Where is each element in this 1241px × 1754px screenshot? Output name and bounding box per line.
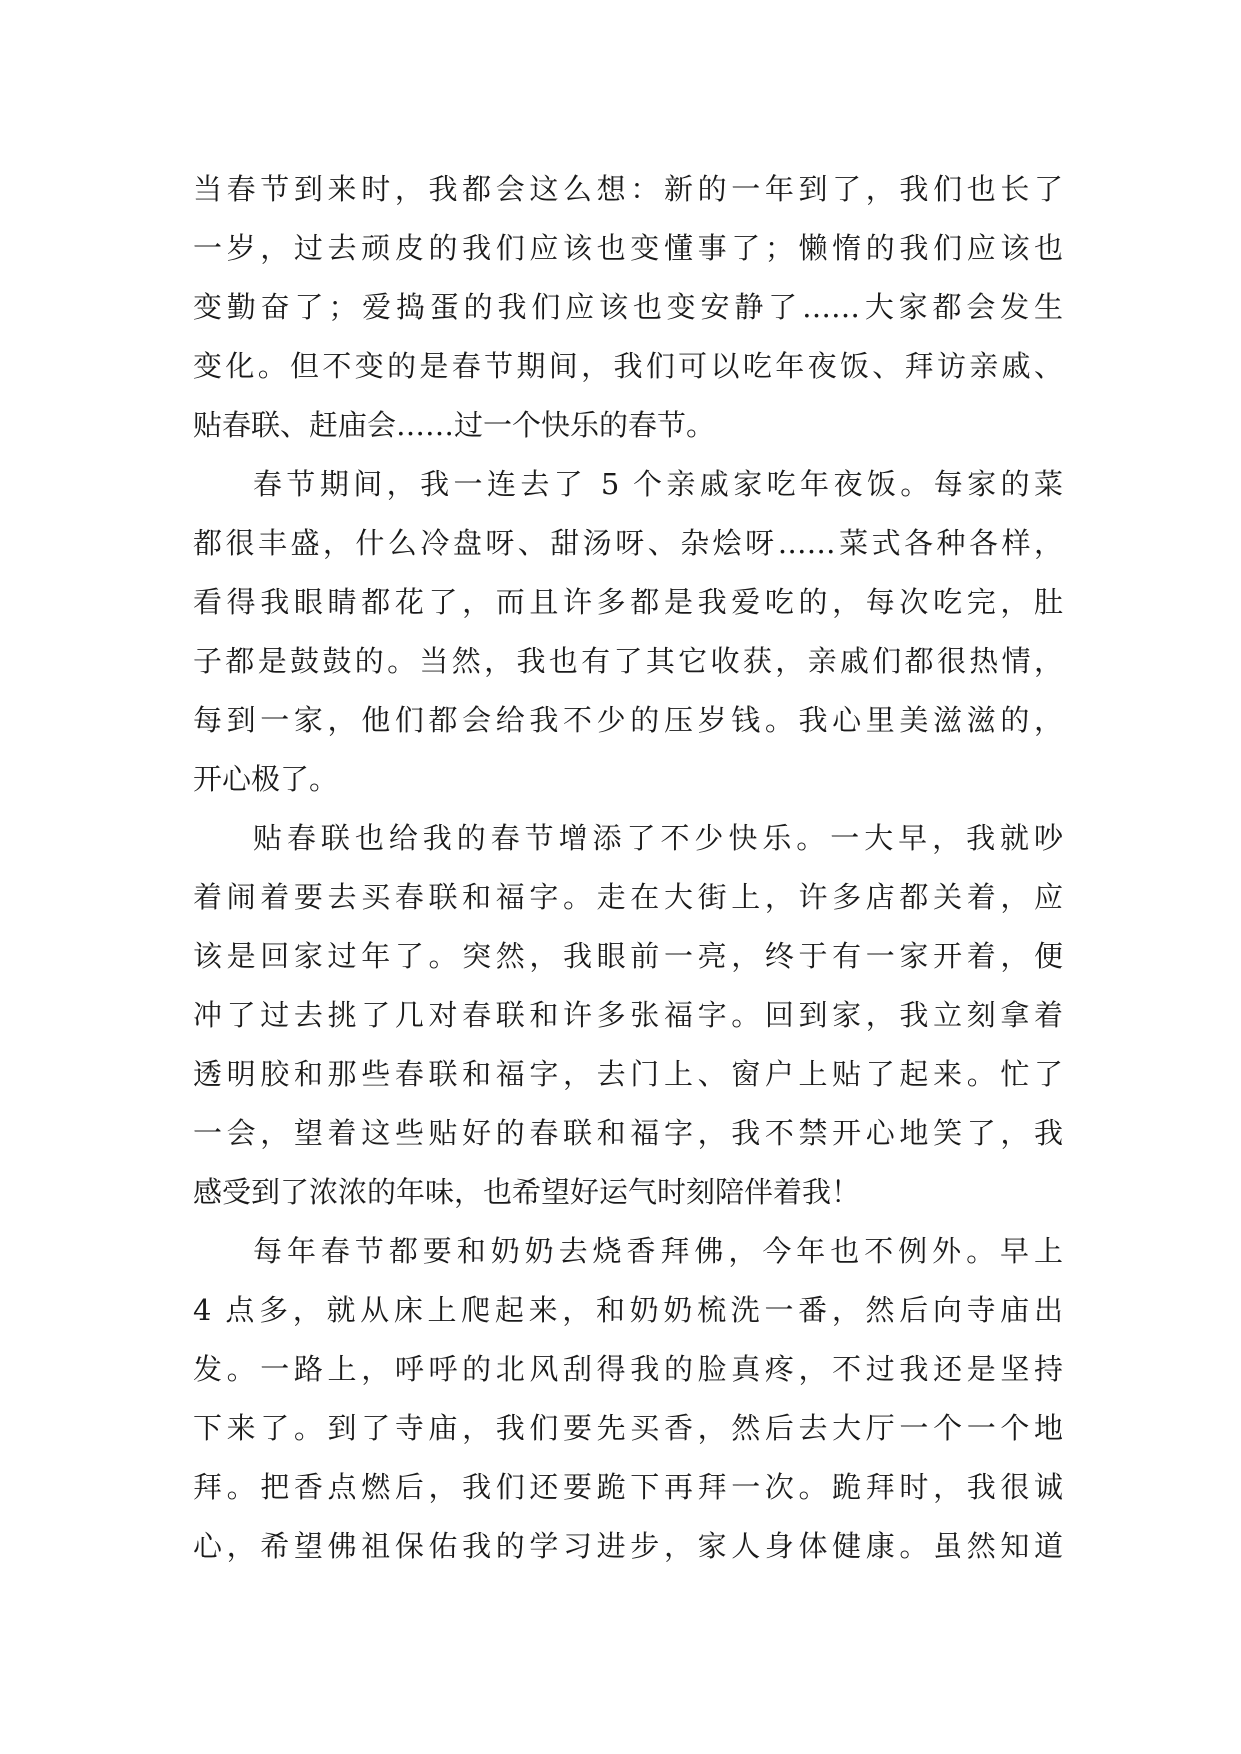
paragraph-4-line-3: 发。一路上，呼呼的北风刮得我的脸真疼，不过我还是坚持 xyxy=(193,1352,1063,1386)
paragraph-4-line-1: 每年春节都要和奶奶去烧香拜佛，今年也不例外。早上 xyxy=(253,1234,1063,1268)
paragraph-1-line-2: 一岁，过去顽皮的我们应该也变懂事了；懒惰的我们应该也 xyxy=(193,231,1063,265)
paragraph-4-line-6: 心，希望佛祖保佑我的学习进步，家人身体健康。虽然知道 xyxy=(193,1529,1063,1563)
paragraph-2-line-4: 子都是鼓鼓的。当然，我也有了其它收获，亲戚们都很热情， xyxy=(193,644,1063,678)
paragraph-3-line-5: 透明胶和那些春联和福字，去门上、窗户上贴了起来。忙了 xyxy=(193,1057,1063,1091)
paragraph-3-line-6: 一会，望着这些贴好的春联和福字，我不禁开心地笑了，我 xyxy=(193,1116,1063,1150)
paragraph-1-line-1: 当春节到来时，我都会这么想：新的一年到了，我们也长了 xyxy=(193,172,1063,206)
paragraph-3-line-7: 感受到了浓浓的年味，也希望好运气时刻陪伴着我！ xyxy=(193,1175,861,1209)
paragraph-2-line-2: 都很丰盛，什么冷盘呀、甜汤呀、杂烩呀……菜式各种各样， xyxy=(193,526,1063,560)
paragraph-4-line-4: 下来了。到了寺庙，我们要先买香，然后去大厅一个一个地 xyxy=(193,1411,1063,1445)
document-body xyxy=(193,160,1063,1576)
paragraph-3-line-2: 着闹着要去买春联和福字。走在大街上，许多店都关着，应 xyxy=(193,880,1063,914)
paragraph-2-line-1: 春节期间，我一连去了 5 个亲戚家吃年夜饭。每家的菜 xyxy=(253,467,1063,501)
paragraph-3-line-4: 冲了过去挑了几对春联和许多张福字。回到家，我立刻拿着 xyxy=(193,998,1063,1032)
paragraph-1-line-5: 贴春联、赶庙会……过一个快乐的春节。 xyxy=(193,408,716,442)
paragraph-2-line-6: 开心极了。 xyxy=(193,762,339,796)
paragraph-4-line-5: 拜。把香点燃后，我们还要跪下再拜一次。跪拜时，我很诚 xyxy=(193,1470,1063,1504)
paragraph-1-line-4: 变化。但不变的是春节期间，我们可以吃年夜饭、拜访亲戚、 xyxy=(193,349,1063,383)
paragraph-3-line-1: 贴春联也给我的春节增添了不少快乐。一大早，我就吵 xyxy=(253,821,1063,855)
paragraph-2-line-5: 每到一家，他们都会给我不少的压岁钱。我心里美滋滋的， xyxy=(193,703,1063,737)
paragraph-3-line-3: 该是回家过年了。突然，我眼前一亮，终于有一家开着，便 xyxy=(193,939,1063,973)
paragraph-2-line-3: 看得我眼睛都花了，而且许多都是我爱吃的，每次吃完，肚 xyxy=(193,585,1063,619)
paragraph-4-line-2: 4 点多，就从床上爬起来，和奶奶梳洗一番，然后向寺庙出 xyxy=(193,1293,1063,1327)
paragraph-1-line-3: 变勤奋了；爱捣蛋的我们应该也变安静了……大家都会发生 xyxy=(193,290,1063,324)
